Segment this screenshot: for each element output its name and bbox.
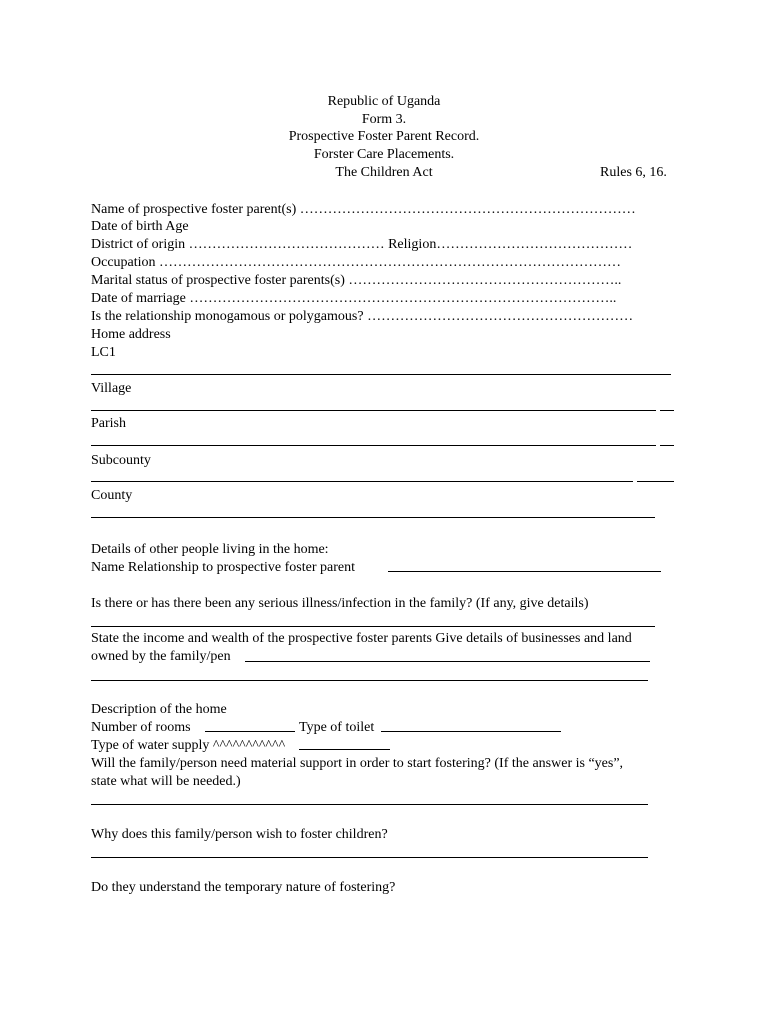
act-title: The Children Act (335, 165, 433, 180)
rooms-label: Number of rooms (91, 720, 191, 735)
income-question-line2: owned by the family/pen (91, 649, 231, 664)
village-blank (91, 410, 656, 411)
lc1-blank (91, 374, 671, 375)
why-foster-blank (91, 857, 648, 858)
water-supply-blank (299, 749, 390, 750)
occupation-field: Occupation ……………………………………………………………………………………… (91, 255, 622, 270)
lc1-label: LC1 (91, 345, 116, 360)
republic-heading: Republic of Uganda (327, 94, 441, 109)
home-address-label: Home address (91, 327, 171, 342)
dob-field: Date of birth Age (91, 219, 189, 234)
income-blank-2 (91, 680, 648, 681)
parish-blank (91, 445, 656, 446)
rules-reference: Rules 6, 16. (600, 165, 667, 180)
toilet-label: Type of toilet (299, 720, 375, 735)
subcounty-blank-end (637, 481, 674, 482)
name-field: Name of prospective foster parent(s) ……………………………………………………………… (91, 202, 636, 217)
name-relationship-blank (388, 571, 661, 572)
support-question-line1: Will the family/person need material support in order to start fostering? (If the answer is “yes”, (91, 756, 624, 771)
income-question-line1: State the income and wealth of the prospective foster parents Give details of businesses and land (91, 631, 632, 646)
support-blank (91, 804, 648, 805)
illness-question: Is there or has there been any serious illness/infection in the family? (If any, give details) (91, 596, 589, 611)
subcounty-label: Subcounty (91, 453, 151, 468)
illness-blank (91, 626, 655, 627)
parish-label: Parish (91, 416, 126, 431)
why-foster-question: Why does this family/person wish to foster children? (91, 827, 388, 842)
support-question-line2: state what will be needed.) (91, 774, 241, 789)
parish-blank-end (660, 445, 674, 446)
toilet-blank (381, 731, 561, 732)
other-people-heading: Details of other people living in the home: (91, 542, 329, 557)
name-relationship-label: Name Relationship to prospective foster parent (91, 560, 355, 575)
village-label: Village (91, 381, 132, 396)
temporary-nature-question: Do they understand the temporary nature of fostering? (91, 880, 396, 895)
marriage-date-field: Date of marriage ……………………………………………………………………………….. (91, 291, 617, 306)
income-blank-1 (245, 661, 650, 662)
marital-field: Marital status of prospective foster parents(s) ………………………………………………….. (91, 273, 622, 288)
form-title: Prospective Foster Parent Record. (288, 129, 480, 144)
village-blank-end (660, 410, 674, 411)
subcounty-blank (91, 481, 633, 482)
relationship-field: Is the relationship monogamous or polygamous? ………………………………………………… (91, 309, 634, 324)
rooms-blank (205, 731, 295, 732)
water-supply-label: Type of water supply ^^^^^^^^^^^ (91, 738, 286, 753)
home-description-heading: Description of the home (91, 702, 227, 717)
county-label: County (91, 488, 133, 503)
form-subtitle: Forster Care Placements. (313, 147, 455, 162)
form-number: Form 3. (361, 112, 407, 127)
county-blank (91, 517, 655, 518)
district-field: District of origin …………………………………… Religion…………………………………… (91, 237, 633, 252)
